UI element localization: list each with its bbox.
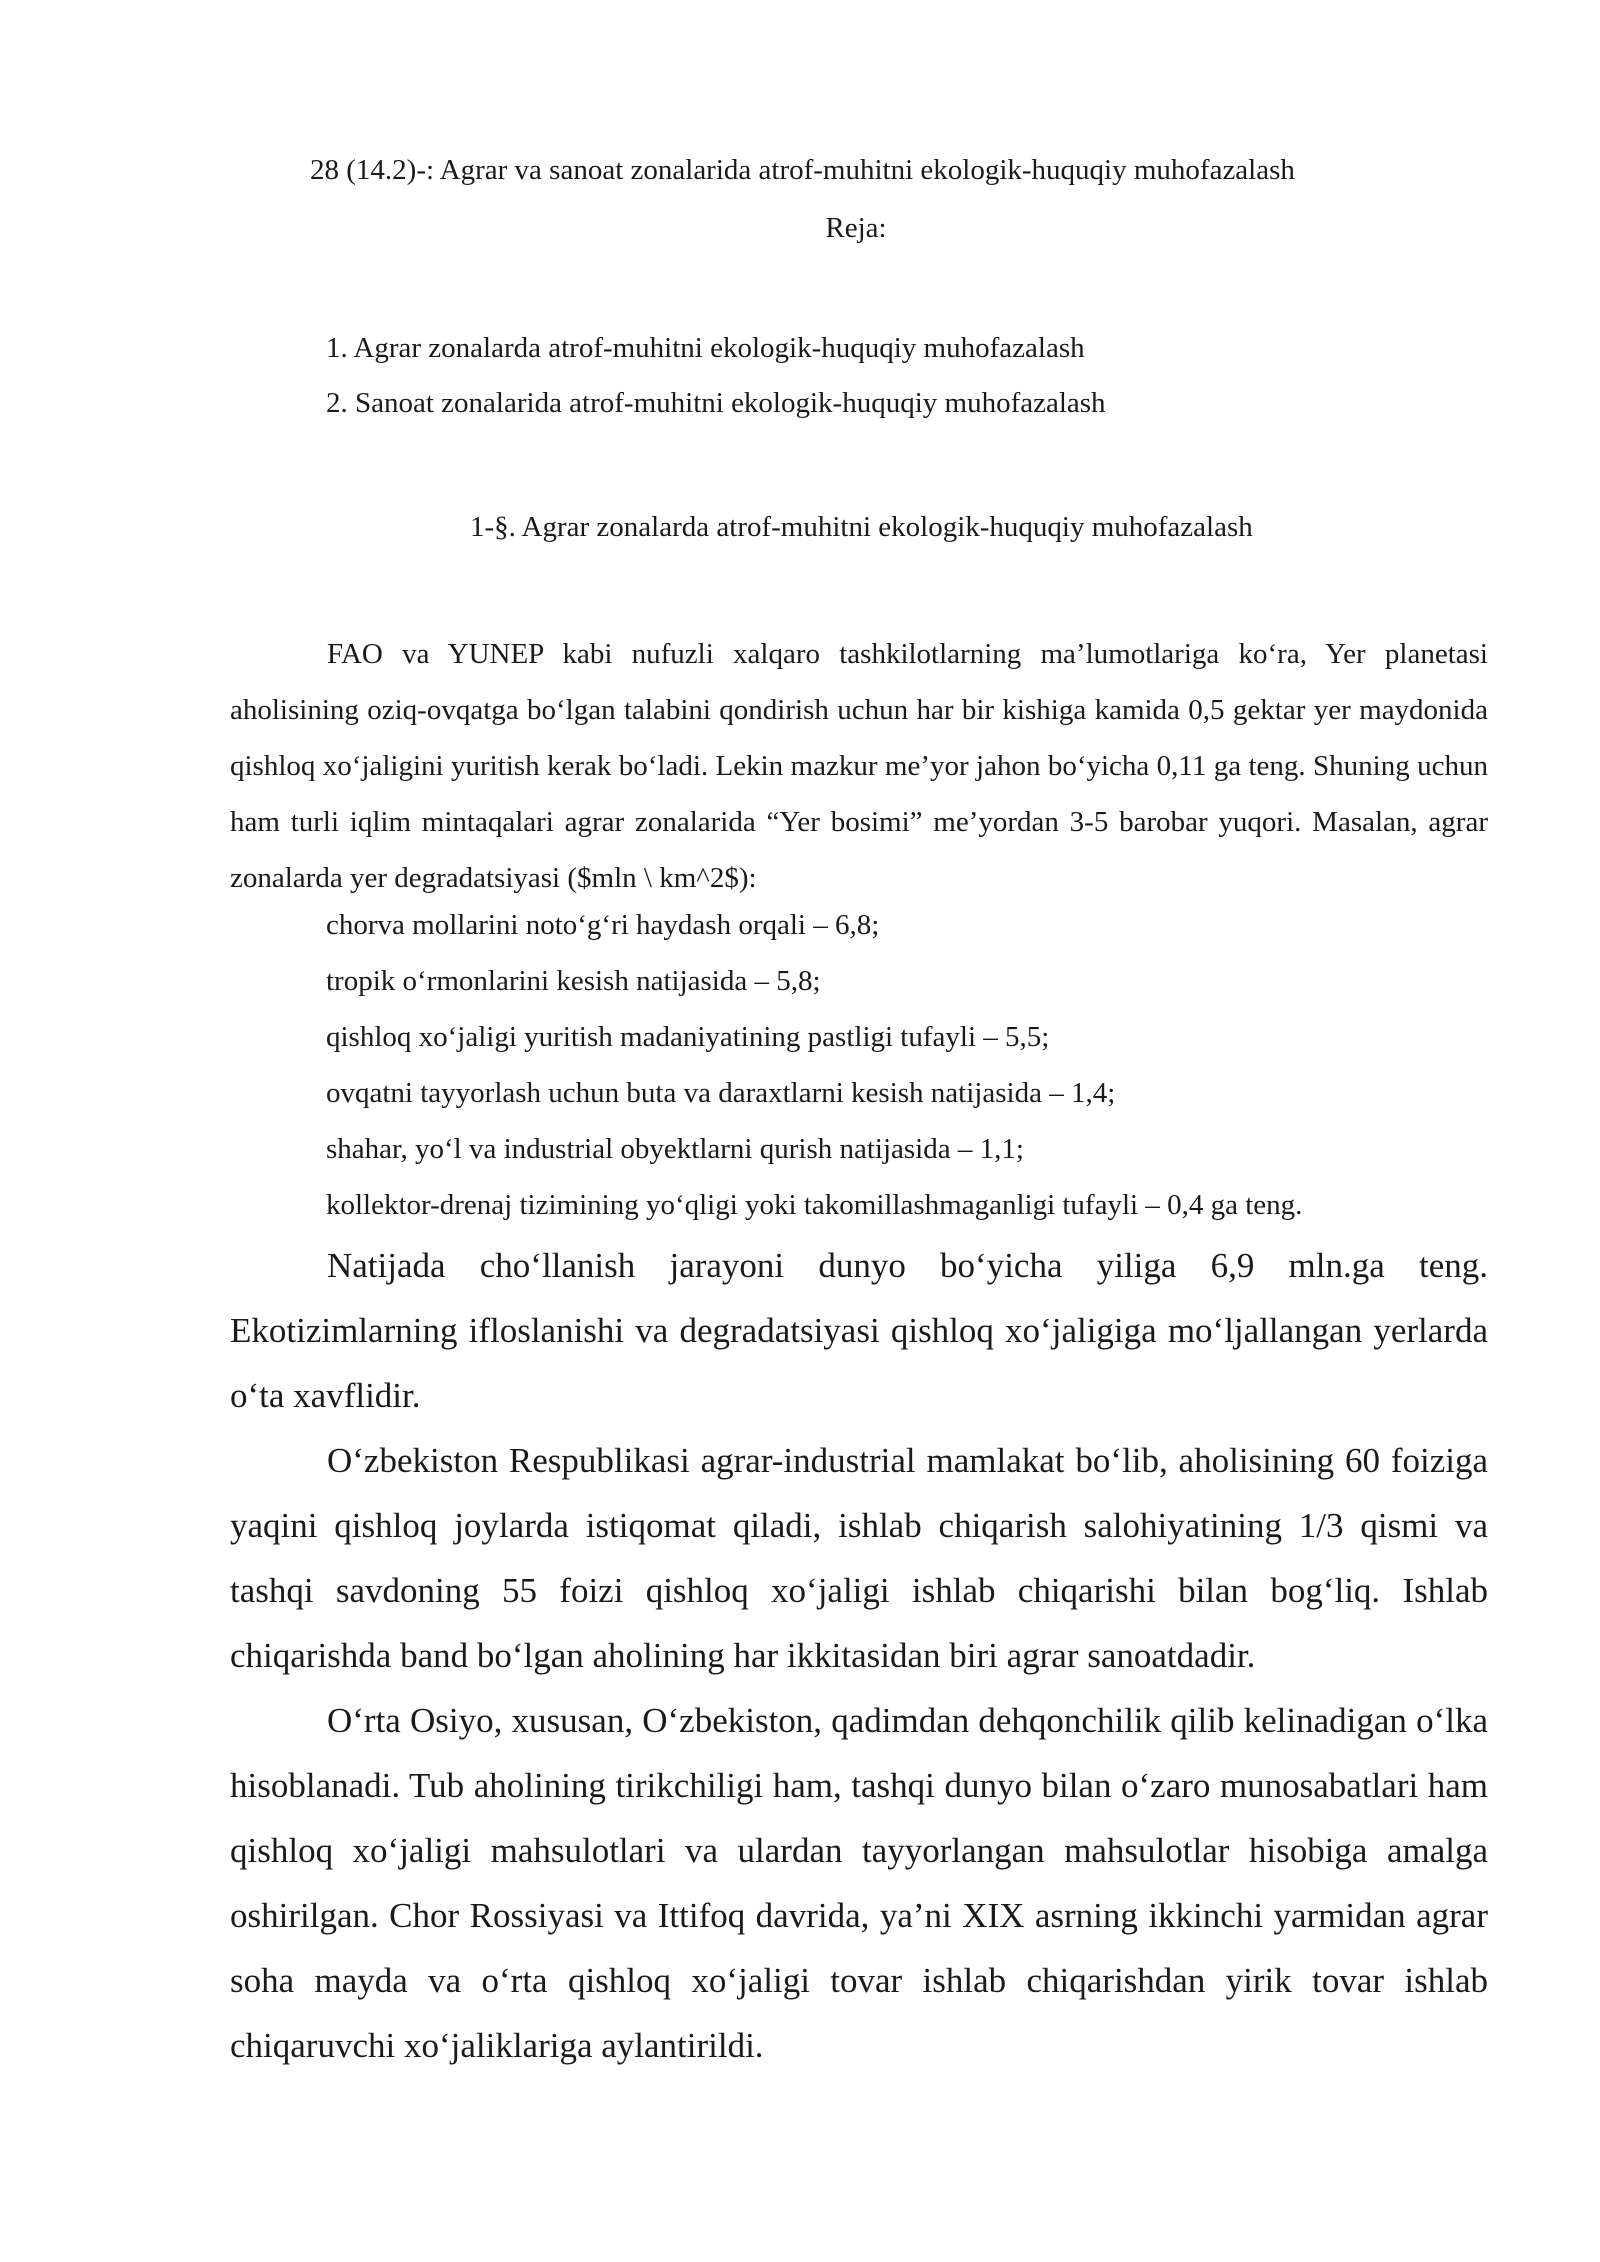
section-title: 1-§. Agrar zonalarda atrof-muhitni ekologik-huquqiy muhofazalash [470, 511, 1253, 543]
degradation-item: kollektor-drenaj tizimining yo‘qligi yoki takomillashmaganligi tufayli – 0,4 ga teng. [326, 1189, 1303, 1221]
body-paragraph: O‘zbekiston Respublikasi agrar-industrial mamlakat bo‘lib, aholisining 60 foiziga yaqini qishloq joylarda istiqomat qiladi, ishlab chiqarish salohiyatining 1/3 qismi va tashqi savdoning 55 foizi qishloq xo‘jaligi ishlab chiqarishi bilan bog‘liq. Ishlab chiqarishda band bo‘lgan aholining har ikkitasidan biri agrar sanoatdadir. [230, 1441, 1488, 1675]
plan-heading: Reja: [825, 212, 887, 244]
body-paragraph: Natijada cho‘llanish jarayoni dunyo bo‘yicha yiliga 6,9 mln.ga teng. Ekotizimlarning ifloslanishi va degradatsiyasi qishloq xo‘jaligiga mo‘ljallangan yerlarda o‘ta xavflidir. [230, 1246, 1488, 1415]
plan-list [326, 330, 1106, 440]
plan-item: 1. Agrar zonalarda atrof-muhitni ekologik-huquqiy muhofazalash [326, 332, 1085, 364]
intro-paragraph: FAO va YUNEP kabi nufuzli xalqaro tashkilotlarning ma’lumotlariga ko‘ra, Yer planetasi aholisining oziq-ovqatga bo‘lgan talabini qondirish uchun har bir kishiga kamida 0,5 gektar yer maydonida qishloq xo‘jaligini yuritish kerak bo‘ladi. Lekin mazkur me’yor jahon bo‘yicha 0,11 ga teng. Shuning uchun ham turli iqlim mintaqalari agrar zonalarida “Yer bosimi” me’yordan 3-5 barobar yuqori. Masalan, agrar zonalarda yer degradatsiyasi ($mln \ km^2$): [230, 638, 1488, 894]
body-paragraph: O‘rta Osiyo, xususan, O‘zbekiston, qadimdan dehqonchilik qilib kelinadigan o‘lka hisoblanadi. Tub aholining tirikchiligi ham, tashqi dunyo bilan o‘zaro munosabatlari ham qishloq xo‘jaligi mahsulotlari va ulardan tayyorlangan mahsulotlar hisobiga amalga oshirilgan. Chor Rossiyasi va Ittifoq davrida, ya’ni XIX asrning ikkinchi yarmidan agrar soha mayda va o‘rta qishloq xo‘jaligi tovar ishlab chiqarishdan yirik tovar ishlab chiqaruvchi xo‘jaliklariga aylantirildi. [230, 1701, 1488, 2065]
degradation-item: shahar, yo‘l va industrial obyektlarni qurish natijasida – 1,1; [326, 1133, 1024, 1165]
degradation-item: qishloq xo‘jaligi yuritish madaniyatining pastligi tufayli – 5,5; [326, 1021, 1050, 1053]
degradation-list [326, 897, 1302, 1233]
document-title: 28 (14.2)-: Agrar va sanoat zonalarida atrof-muhitni ekologik-huquqiy muhofazalash [310, 154, 1295, 186]
degradation-item: tropik o‘rmonlarini kesish natijasida – 5,8; [326, 965, 821, 997]
degradation-item: ovqatni tayyorlash uchun buta va daraxtlarni kesish natijasida – 1,4; [326, 1077, 1116, 1109]
plan-item: 2. Sanoat zonalarida atrof-muhitni ekologik-huquqiy muhofazalash [326, 387, 1106, 419]
degradation-item: chorva mollarini noto‘g‘ri haydash orqali – 6,8; [326, 909, 880, 941]
